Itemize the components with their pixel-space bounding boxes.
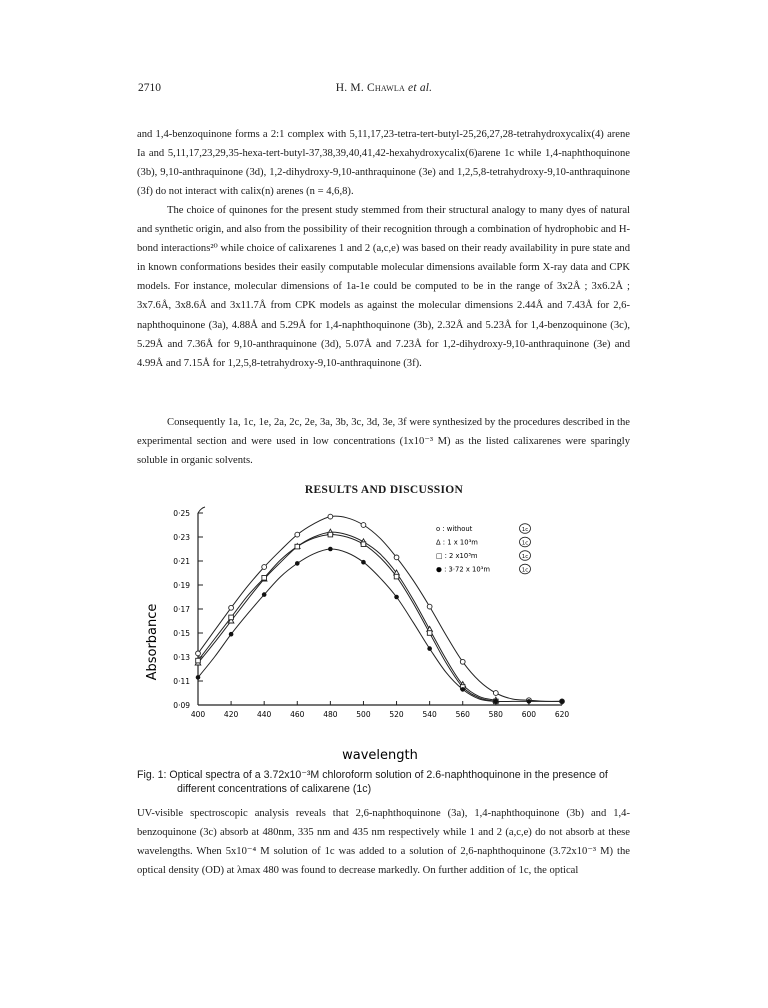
data-point-square (295, 544, 300, 549)
data-point-o (229, 605, 234, 610)
legend-tag: 1c (521, 527, 529, 533)
x-tick-label: 600 (521, 710, 537, 719)
legend-tag: 1c (521, 540, 529, 547)
y-tick-label: 0·19 (173, 581, 190, 590)
section-heading: RESULTS AND DISCUSSION (304, 484, 464, 496)
page-number: 2710 (138, 82, 161, 94)
data-point-square (262, 576, 267, 581)
data-point-o (262, 565, 267, 570)
legend-label: ● : 3·72 x 10³m (436, 565, 491, 574)
data-point-o (493, 691, 498, 696)
legend-label: o : without (436, 525, 473, 533)
x-tick-label: 440 (257, 710, 272, 719)
x-tick-label: 540 (422, 710, 437, 719)
legend-label: □ : 2 x10³m (436, 552, 478, 560)
data-point-dot (361, 560, 366, 565)
y-tick-label: 0·11 (173, 677, 190, 686)
data-point-dot (394, 595, 399, 600)
x-axis-label: wavelength (342, 748, 418, 763)
x-tick-label: 420 (223, 710, 239, 719)
x-tick-label: 520 (389, 710, 404, 719)
y-tick-label: 0·17 (173, 605, 190, 614)
running-head-prefix: H. M. (335, 82, 367, 94)
running-head-author: Chawla (366, 82, 405, 94)
data-point-o (295, 532, 300, 537)
y-tick-label: 0·21 (173, 557, 190, 566)
x-tick-label: 620 (554, 710, 570, 719)
data-point-dot (262, 592, 267, 597)
paragraph-2: The choice of quinones for the present study stemmed from their structural analogy to many dyes of natural and synthetic origin, and also from the possibility of their recognition through a combination of hydrophobic and H-bond interactions²⁰ while choice of calixarenes 1 and 2 (a,c,e) was based on their ready availability in pure state and in known conformations besides their easily computable molecular dimensions available form X-ray data and CPK models. For instance, molecular dimensions of 1a-1e could be computed to be in the range of 3x2Å ; 3x6.2Å ; 3x7.6Å, 3x8.6Å and 3x11.7Å from CPK models as against the molecular dimensions 2.44Å and 7.43Å for 2,6-naphthoquinone (3a), 4.88Å and 5.29Å for 1,4-naphthoquinone (3b), 2.32Å and 5.23Å for 1,4-benzoquinone (3c), 5.29Å and 7.36Å for 9,10-anthraquinone (3d), 5.07Å and 7.23Å for 1,2-dihydroxy-9,10-anthraquinone (3e) and 4.99Å and 7.15Å for 1,2,5,8-tetrahydroxy-9,10-anthraquinone (3f). (137, 205, 630, 369)
y-tick-label: 0·15 (173, 629, 190, 638)
y-tick-label: 0·23 (173, 533, 190, 542)
data-point-dot (460, 687, 465, 692)
x-tick-label: 400 (190, 710, 206, 719)
paragraph-1: and 1,4-benzoquinone forms a 2:1 complex with 5,11,17,23-tetra-tert-butyl-25,26,27,28-tetrahydroxycalix(4) arene Ia and 5,11,17,23,29,35-hexa-tert-butyl-37,38,39,40,41,42-hexahydroxycalix(6)arene 1c while 1,4-naphthoquinone (3b), 9,10-anthraquinone (3d), 1,2-dihydroxy-9,10-anthraquinone (3e) and 1,2,5,8-tetrahydroxy-9,10-anthraquinone (3f) do not interact with calix(n) arenes (n = 4,6,8). (137, 129, 630, 198)
data-point-dot (560, 699, 565, 704)
running-head-suffix: et al. (404, 82, 433, 94)
caption-label: Fig. 1: (137, 769, 167, 781)
data-point-square (328, 532, 333, 537)
x-tick-label: 580 (488, 710, 503, 719)
y-tick-label: 0·09 (173, 701, 190, 710)
running-head (0, 82, 768, 94)
x-tick-label: 500 (356, 710, 371, 719)
figure-caption (137, 768, 630, 796)
data-point-square (196, 658, 201, 663)
data-point-square (229, 615, 234, 620)
data-point-dot (328, 547, 333, 552)
data-point-o (394, 555, 399, 560)
absorbance-chart (140, 497, 610, 767)
y-tick-label: 0·13 (173, 653, 190, 662)
data-point-dot (196, 675, 201, 680)
data-point-dot (295, 561, 300, 566)
data-point-o (361, 523, 366, 528)
y-axis-curl (198, 507, 205, 513)
paragraph-3: Consequently 1a, 1c, 1e, 2a, 2c, 2e, 3a, 3b, 3c, 3d, 3e, 3f were synthesized by the procedures described in the experimental section and were used in low concentrations (1x10⁻³ M) as the listed calixarenes were sparingly soluble in organic solvents. (137, 417, 630, 467)
paragraph-4: UV-visible spectroscopic analysis reveals that 2,6-naphthoquinone (3a), 1,4-naphthoquinone (3b) and 1,4-benzoquinone (3c) absorb at 480nm, 335 nm and 435 nm respectively while 1 and 2 (a,c,e) do not absorb at these wavelengths. When 5x10⁻⁴ M solution of 1c was added to a solution of 2,6-naphthoquinone (3.72x10⁻³ M) the optical density (OD) at λmax 480 was found to decrease markedly. On further addition of 1c, the optical (137, 808, 630, 877)
y-tick-label: 0·25 (173, 509, 190, 518)
data-point-square (361, 542, 366, 547)
x-tick-label: 480 (323, 710, 338, 719)
data-point-o (328, 514, 333, 519)
data-point-o (460, 659, 465, 664)
legend-label: Δ : 1 x 10³m (436, 538, 478, 547)
data-point-o (427, 604, 432, 609)
x-tick-label: 560 (455, 710, 470, 719)
series-line-o (198, 516, 562, 701)
data-point-dot (427, 646, 432, 651)
y-axis-label: Absorbance (145, 603, 160, 681)
data-point-dot (229, 632, 234, 637)
data-point-square (427, 631, 432, 636)
caption-text: Optical spectra of a 3.72x10⁻³M chloroform solution of 2.6-naphthoquinone in the presence of different concentrations of calixarene (1c) (169, 769, 608, 795)
x-tick-label: 460 (290, 710, 305, 719)
data-point-o (196, 651, 201, 656)
data-point-dot (527, 699, 532, 704)
series-line-dot (198, 549, 562, 702)
data-point-dot (494, 699, 499, 704)
legend-tag: 1c (521, 567, 529, 574)
legend-tag: 1c (521, 554, 529, 560)
data-point-square (394, 574, 399, 579)
